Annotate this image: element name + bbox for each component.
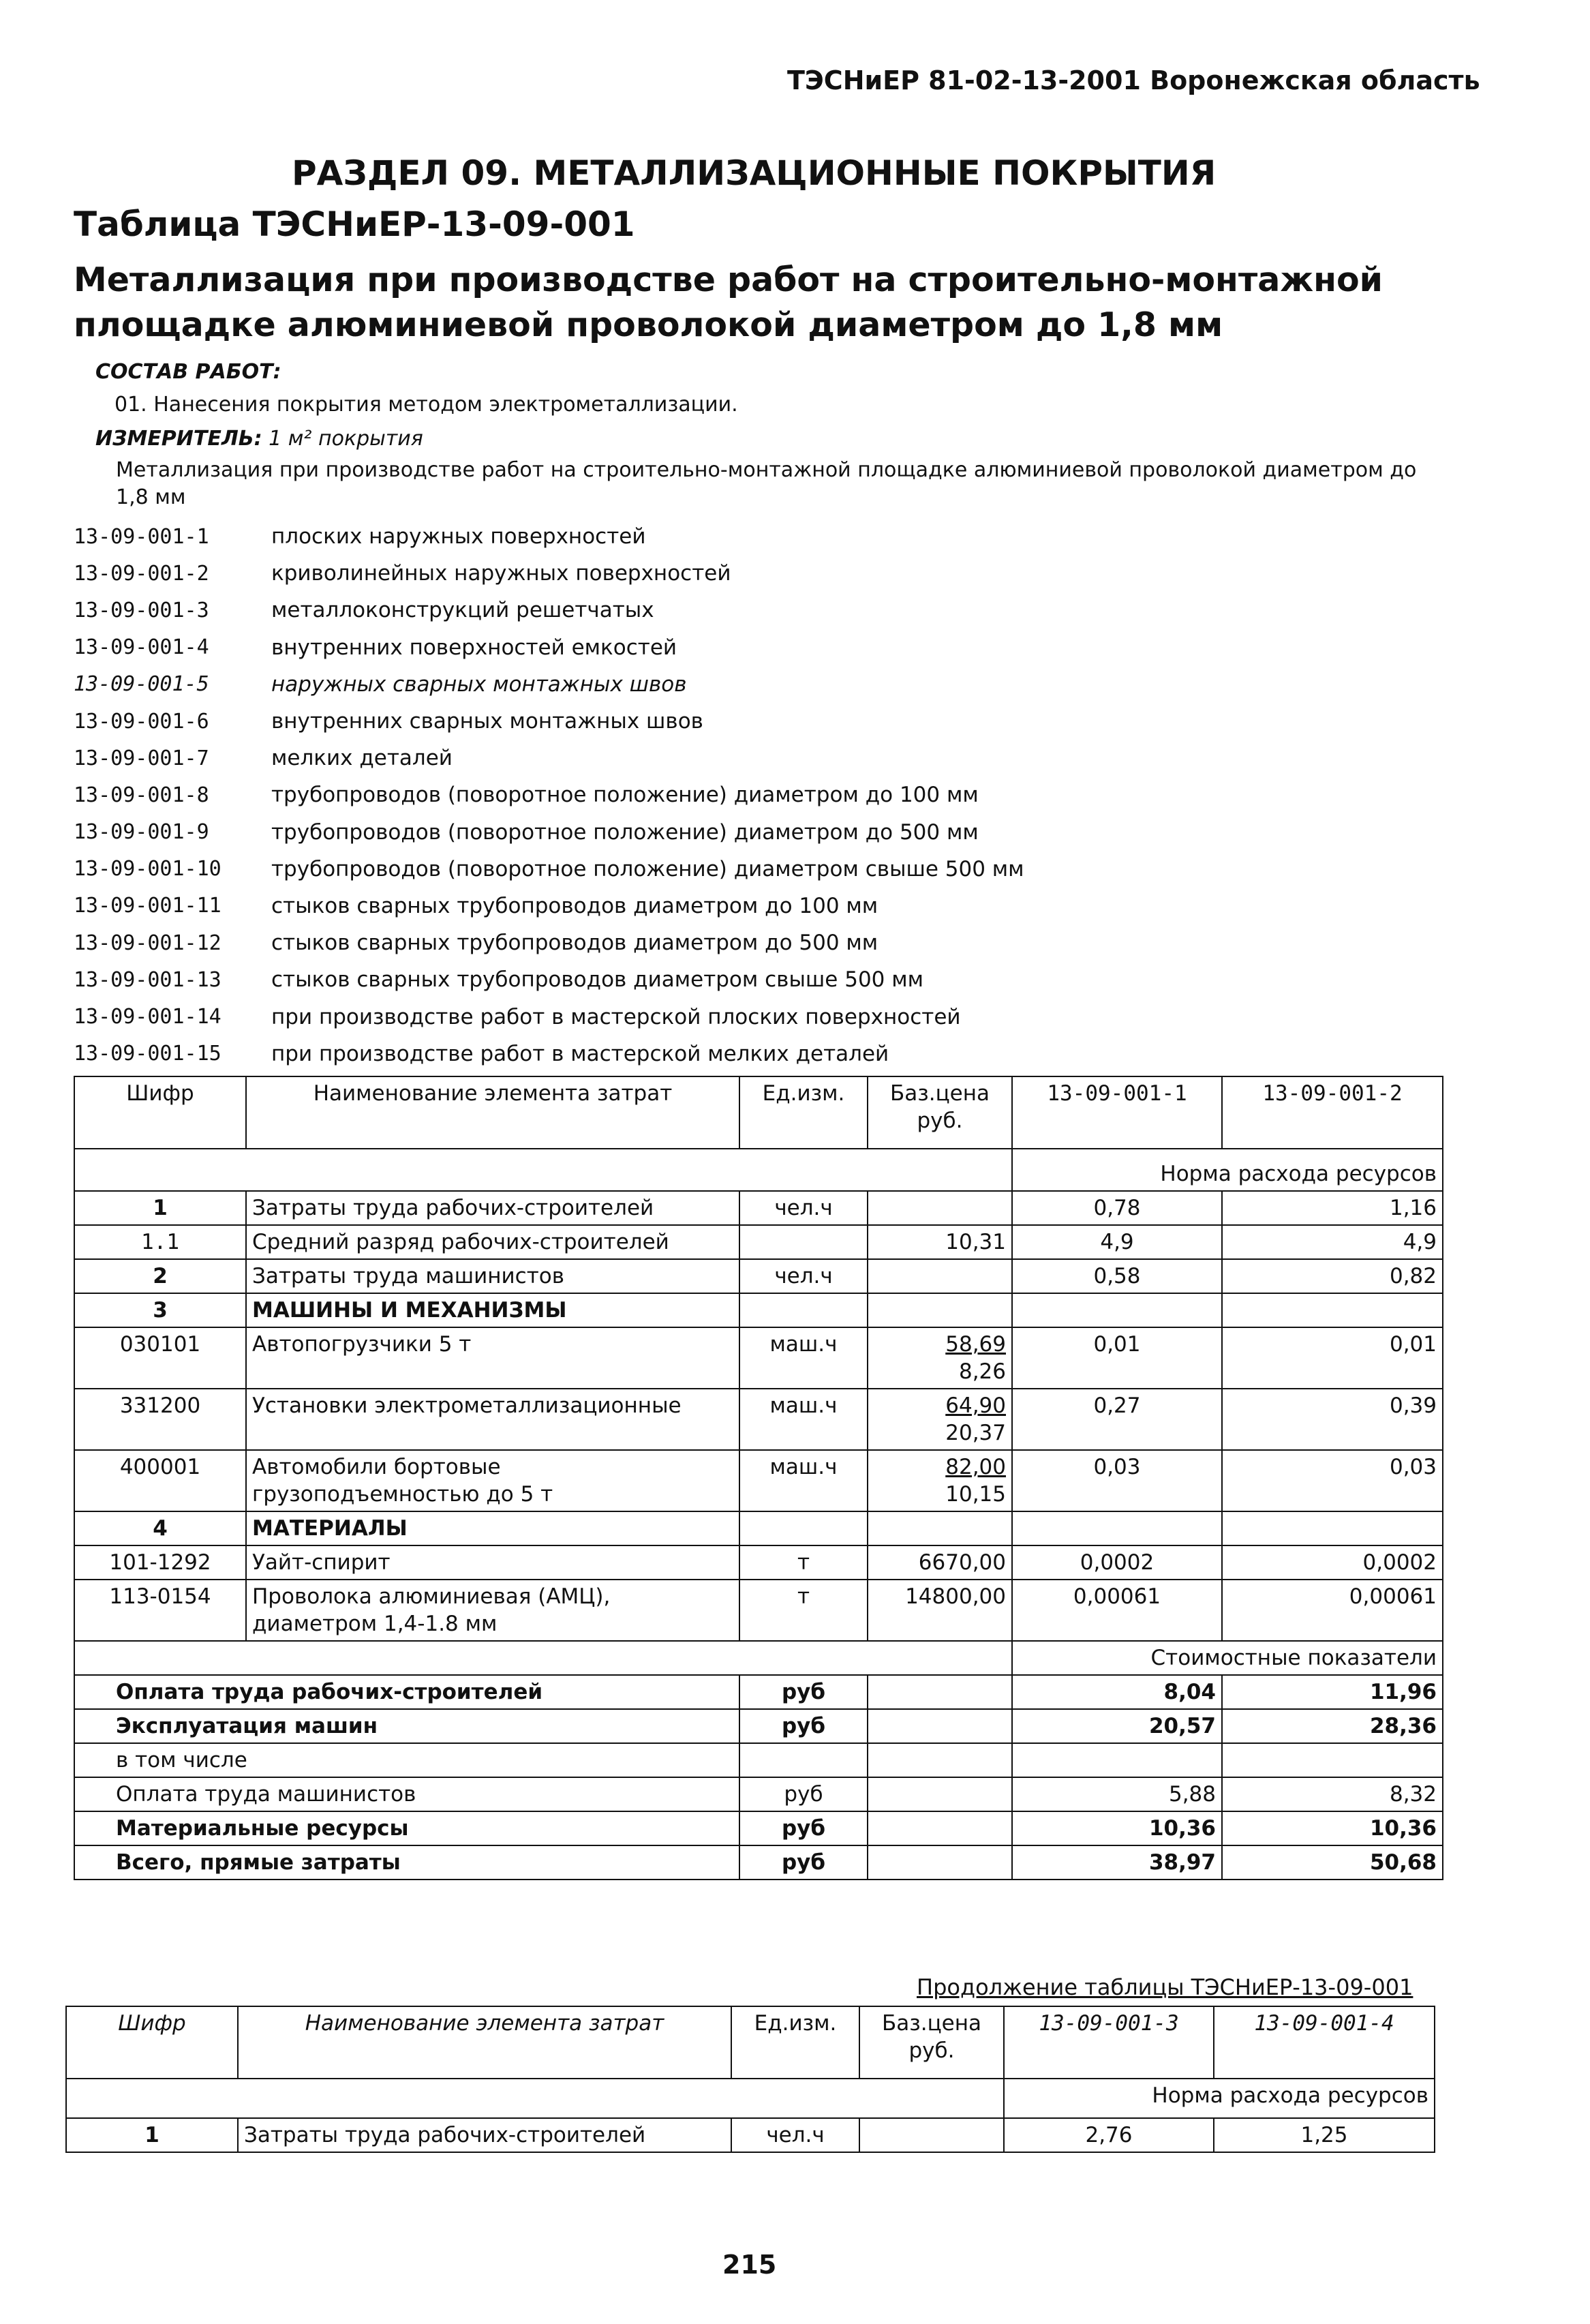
header-col2: 13-09-001-2 [1222,1076,1443,1149]
code-list-code: 13-09-001-4 [74,635,209,660]
row-name: Автопогрузчики 5 т [246,1327,739,1389]
summary-value-1: 38,97 [1012,1845,1222,1880]
code-list-label: криволинейных наружных поверхностей [271,561,731,586]
row-code: 113-0154 [74,1580,246,1641]
section-title: РАЗДЕЛ 09. МЕТАЛЛИЗАЦИОННЫЕ ПОКРЫТИЯ [292,153,1217,193]
code-list-item [74,703,1369,740]
row-value-2: 0,39 [1222,1389,1443,1450]
summary-label: Всего, прямые затраты [74,1845,739,1880]
summary-label: Оплата труда машинистов [74,1777,739,1811]
row-price-bottom: 10,15 [945,1482,1006,1507]
code-list-item [74,740,1369,776]
table-row [74,1545,1443,1580]
row-price [868,1580,1012,1641]
row-value-2: 0,03 [1222,1450,1443,1511]
header-unit: Ед.изм. [739,1076,868,1149]
summary-unit: руб [739,1777,868,1811]
row-name: МАШИНЫ И МЕХАНИЗМЫ [246,1293,739,1327]
code-list-label: внутренних поверхностей емкостей [271,635,677,660]
code-list-label: наружных сварных монтажных швов [271,671,687,697]
row-value-2: 0,00061 [1222,1580,1443,1641]
cost-label: Стоимостные показатели [1012,1641,1443,1675]
row-price [868,1450,1012,1511]
row-value-1: 0,78 [1012,1191,1222,1225]
table-title: Таблица ТЭСНиЕР-13-09-001 [74,205,635,244]
code-list-item [74,888,1369,924]
cont-row-unit: чел.ч [731,2118,859,2152]
summary-value-2: 10,36 [1222,1811,1443,1845]
row-value-1: 0,00061 [1012,1580,1222,1641]
code-list-label: мелких деталей [271,746,453,771]
code-list-label: плоских наружных поверхностей [271,524,646,549]
row-price-top: 82,00 [945,1455,1006,1479]
row-unit: маш.ч [739,1450,868,1511]
cont-header-code: Шифр [66,2006,238,2079]
code-list-label: при производстве работ в мастерской мелких деталей [271,1041,889,1066]
row-price [868,1259,1012,1293]
code-list-item [74,592,1369,629]
table-row [74,1450,1443,1511]
code-list [74,518,1369,1072]
page-number: 215 [722,2250,777,2280]
cost-label-row [74,1641,1443,1675]
summary-unit: руб [739,1675,868,1709]
running-header: ТЭСНиЕР 81-02-13-2001 Воронежская область [787,65,1480,95]
code-list-code: 13-09-001-15 [74,1042,221,1066]
row-code: 2 [74,1259,246,1293]
code-list-label: трубопроводов (поворотное положение) диаметром свыше 500 мм [271,856,1024,881]
row-code: 3 [74,1293,246,1327]
code-list-code: 13-09-001-12 [74,931,221,955]
table-row [74,1259,1443,1293]
code-list-label: трубопроводов (поворотное положение) диаметром до 100 мм [271,783,979,808]
row-value-1 [1012,1293,1222,1327]
row-unit: т [739,1580,868,1641]
code-list-label: внутренних сварных монтажных швов [271,709,703,734]
row-price [868,1327,1012,1389]
table-row [74,1191,1443,1225]
table-row [74,1225,1443,1259]
row-code: 4 [74,1511,246,1545]
code-list-code: 13-09-001-1 [74,524,209,549]
row-name: Уайт-спирит [246,1545,739,1580]
row-unit: чел.ч [739,1191,868,1225]
cont-row [66,2118,1435,2152]
measure-unit: 1 м² покрытия [269,427,423,451]
code-list-item [74,961,1369,998]
measure-description: Металлизация при производстве работ на строительно-монтажной площадке алюминиевой проволокой диаметром до 1,8 мм [116,458,1417,509]
row-name: Затраты труда рабочих-строителей [246,1191,739,1225]
code-list-label: трубопроводов (поворотное положение) диаметром до 500 мм [271,819,979,845]
row-value-1: 0,58 [1012,1259,1222,1293]
row-value-1: 0,01 [1012,1327,1222,1389]
code-list-item [74,998,1369,1035]
code-list-item [74,666,1369,703]
row-unit: чел.ч [739,1259,868,1293]
summary-value-1: 10,36 [1012,1811,1222,1845]
row-value-1: 0,0002 [1012,1545,1222,1580]
summary-value-2: 11,96 [1222,1675,1443,1709]
code-list-label: при производстве работ в мастерской плоских поверхностей [271,1004,961,1029]
row-price-bottom: 8,26 [958,1359,1006,1384]
row-value-2: 0,82 [1222,1259,1443,1293]
norm-label: Норма расхода ресурсов [1012,1149,1443,1191]
measure-label: ИЗМЕРИТЕЛЬ: [95,427,262,451]
code-list-code: 13-09-001-7 [74,746,209,770]
table-row [74,1293,1443,1327]
row-price-top: 64,90 [945,1393,1006,1418]
code-list-code: 13-09-001-8 [74,783,209,807]
code-list-code: 13-09-001-9 [74,820,209,845]
row-value-1: 4,9 [1012,1225,1222,1259]
summary-row [74,1811,1443,1845]
row-value-1: 0,27 [1012,1389,1222,1450]
row-name: Средний разряд рабочих-строителей [246,1225,739,1259]
works-label: СОСТАВ РАБОТ: [95,360,281,384]
table-row [74,1580,1443,1641]
row-value-2: 1,16 [1222,1191,1443,1225]
row-value-1 [1012,1511,1222,1545]
row-code: 1.1 [74,1225,246,1259]
row-unit [739,1293,868,1327]
row-code: 1 [74,1191,246,1225]
row-code: 101-1292 [74,1545,246,1580]
row-name: Затраты труда машинистов [246,1259,739,1293]
row-unit: маш.ч [739,1327,868,1389]
code-list-item [74,1036,1369,1072]
summary-row [74,1845,1443,1880]
summary-value-1 [1012,1743,1222,1777]
code-list-item [74,518,1369,555]
row-unit: т [739,1545,868,1580]
row-value-2: 4,9 [1222,1225,1443,1259]
summary-unit: руб [739,1845,868,1880]
summary-label: Оплата труда рабочих-строителей [74,1675,739,1709]
code-list-code: 13-09-001-11 [74,894,221,918]
summary-value-2: 8,32 [1222,1777,1443,1811]
row-price [868,1511,1012,1545]
measure-line [95,427,423,451]
works-item: 01. Нанесения покрытия методом электрометаллизации. [114,393,738,417]
summary-value-1: 8,04 [1012,1675,1222,1709]
row-price [868,1545,1012,1580]
row-name: МАТЕРИАЛЫ [246,1511,739,1545]
row-code: 331200 [74,1389,246,1450]
summary-label: Эксплуатация машин [74,1709,739,1743]
header-name: Наименование элемента затрат [246,1076,739,1149]
cont-norm-row [66,2079,1435,2118]
summary-label: Материальные ресурсы [74,1811,739,1845]
row-price-bottom: 20,37 [945,1421,1006,1445]
description-title: Металлизация при производстве работ на строительно-монтажной площадке алюминиевой проволокой диаметром до 1,8 мм [74,260,1383,344]
row-price [868,1225,1012,1259]
code-list-item [74,851,1369,888]
code-list-item [74,814,1369,851]
cont-row-v1: 2,76 [1004,2118,1214,2152]
row-unit [739,1511,868,1545]
code-list-code: 13-09-001-5 [74,672,209,697]
row-name: Установки электрометаллизационные [246,1389,739,1450]
norm-row [74,1149,1443,1191]
row-value-2 [1222,1511,1443,1545]
summary-value-2 [1222,1743,1443,1777]
code-list-code: 13-09-001-2 [74,561,209,586]
row-value-2: 0,0002 [1222,1545,1443,1580]
summary-value-1: 5,88 [1012,1777,1222,1811]
cont-row-name: Затраты труда рабочих-строителей [238,2118,731,2152]
continuation-table [65,2006,1435,2153]
code-list-label: стыков сварных трубопроводов диаметром свыше 500 мм [271,967,924,993]
summary-unit [739,1743,868,1777]
row-unit [739,1225,868,1259]
table-row [74,1327,1443,1389]
table-row [74,1511,1443,1545]
row-unit: маш.ч [739,1389,868,1450]
code-list-item [74,776,1369,813]
code-list-item [74,629,1369,666]
row-name: Автомобили бортовые грузоподъемностью до 5 т [246,1450,739,1511]
cont-row-v2: 1,25 [1214,2118,1435,2152]
row-price [868,1293,1012,1327]
row-name: Проволока алюминиевая (АМЦ), диаметром 1,4-1.8 мм [246,1580,739,1641]
row-price [868,1389,1012,1450]
summary-value-1: 20,57 [1012,1709,1222,1743]
summary-row [74,1743,1443,1777]
summary-unit: руб [739,1811,868,1845]
summary-label: в том числе [74,1743,739,1777]
table-row [74,1389,1443,1450]
code-list-code: 13-09-001-14 [74,1005,221,1029]
row-price-top: 6670,00 [918,1550,1006,1575]
cont-header-col1: 13-09-001-3 [1004,2006,1214,2079]
row-price [868,1191,1012,1225]
summary-unit: руб [739,1709,868,1743]
summary-row [74,1777,1443,1811]
code-list-code: 13-09-001-6 [74,709,209,734]
continuation-title: Продолжение таблицы ТЭСНиЕР-13-09-001 [917,1974,1413,2000]
row-price-top: 14800,00 [905,1584,1006,1609]
summary-row [74,1675,1443,1709]
cont-header-row [66,2006,1435,2079]
row-value-2 [1222,1293,1443,1327]
summary-value-2: 28,36 [1222,1709,1443,1743]
code-list-code: 13-09-001-13 [74,967,221,992]
summary-value-2: 50,68 [1222,1845,1443,1880]
cont-norm-label: Норма расхода ресурсов [1004,2079,1435,2118]
cont-header-price: Баз.цена руб. [859,2006,1004,2079]
summary-row [74,1709,1443,1743]
cont-header-name: Наименование элемента затрат [238,2006,731,2079]
row-code: 030101 [74,1327,246,1389]
code-list-label: стыков сварных трубопроводов диаметром до 100 мм [271,893,878,918]
cont-row-code: 1 [66,2118,238,2152]
code-list-item [74,924,1369,961]
cont-header-unit: Ед.изм. [731,2006,859,2079]
code-list-label: металлоконструкций решетчатых [271,598,654,623]
header-price: Баз.цена руб. [868,1076,1012,1149]
row-price-bottom: 10,31 [945,1230,1006,1254]
code-list-item [74,555,1369,592]
code-list-code: 13-09-001-10 [74,857,221,881]
row-value-1: 0,03 [1012,1450,1222,1511]
main-table [74,1076,1443,1880]
row-code: 400001 [74,1450,246,1511]
header-row [74,1076,1443,1149]
row-value-2: 0,01 [1222,1327,1443,1389]
code-list-label: стыков сварных трубопроводов диаметром до 500 мм [271,931,878,956]
header-code: Шифр [74,1076,246,1149]
code-list-code: 13-09-001-3 [74,598,209,622]
cont-header-col2: 13-09-001-4 [1214,2006,1435,2079]
row-price-top: 58,69 [945,1332,1006,1357]
header-col1: 13-09-001-1 [1012,1076,1222,1149]
